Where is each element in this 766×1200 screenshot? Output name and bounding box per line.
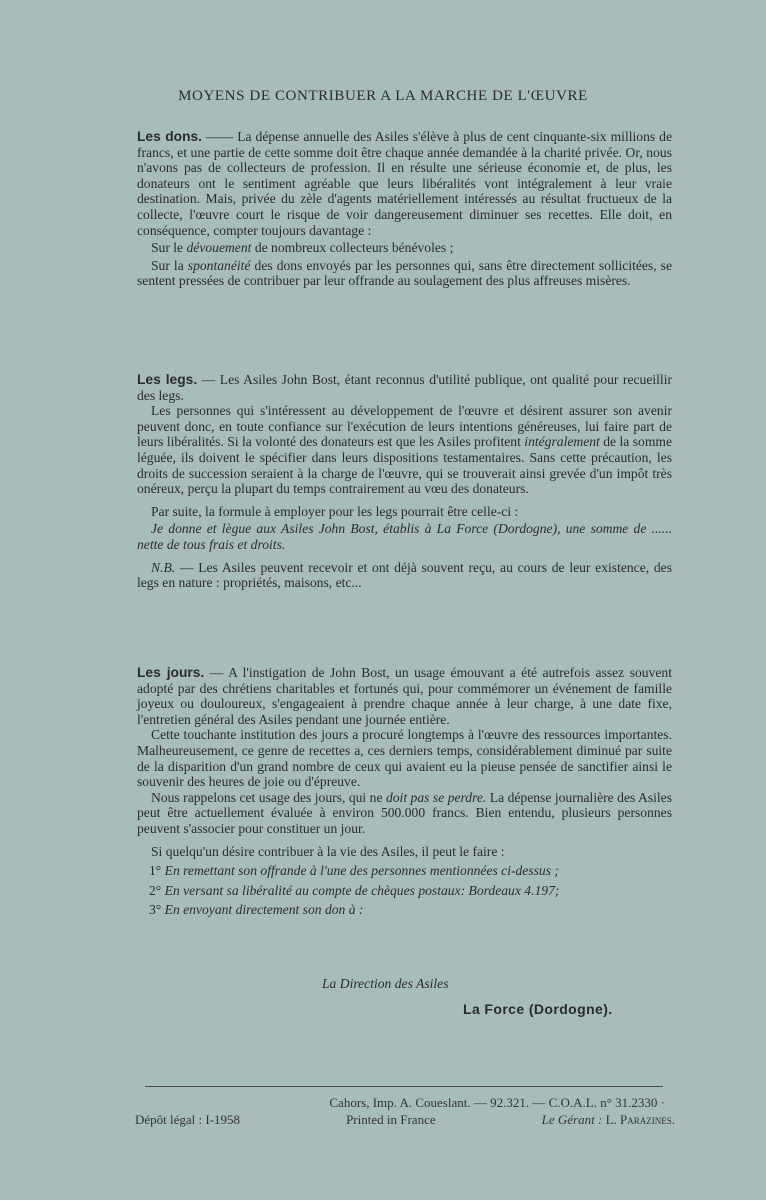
printed-in: Printed in France bbox=[346, 1112, 436, 1127]
emphasis: doit pas se perdre. bbox=[385, 789, 487, 805]
emphasis: spontanéité bbox=[187, 257, 251, 273]
spacer bbox=[137, 837, 672, 844]
text: Sur le bbox=[151, 240, 187, 256]
text: des dons envoyés par les personnes qui, sans être directement sollicitées, se sentent pressées de contribuer par leur offrande au soulagement des plus affreuses misères. bbox=[137, 257, 672, 289]
section-heading-jours: Les jours. bbox=[137, 665, 205, 680]
paragraph: Si quelqu'un désire contribuer à la vie des Asiles, il peut le faire : bbox=[151, 843, 505, 859]
list-number: 1° bbox=[149, 863, 162, 879]
list-number: 2° bbox=[149, 882, 162, 898]
list-text: En remettant son offrande à l'une des personnes mentionnées ci-dessus ; bbox=[164, 863, 559, 879]
list-text: En versant sa libéralité au compte de chèques postaux: Bordeaux 4.197; bbox=[164, 882, 560, 898]
emphasis: intégralement bbox=[524, 434, 600, 450]
text: de la somme léguée, ils doivent le spécifier dans leurs dispositions testamentaires. Sans cette précaution, les droits de succession seraient à la charge de l'œuvre, qui se trouverait ainsi grevée d'un impôt très onéreux, perçu la plupart du temps contrairement au vœu des donateurs. bbox=[137, 434, 672, 497]
spacer bbox=[137, 497, 672, 504]
paragraph: — Les Asiles John Bost, étant reconnus d'utilité publique, ont qualité pour recueillir des legs. bbox=[137, 372, 672, 403]
legacy-formula: Je donne et lègue aux Asiles John Bost, établis à La Force (Dordogne), une somme de ...... nette de tous frais et droits. bbox=[137, 521, 672, 552]
list-item bbox=[137, 883, 672, 899]
list-number: 3° bbox=[149, 902, 162, 918]
manager-name: L. Parazines. bbox=[602, 1112, 675, 1127]
text: Nous rappelons cet usage des jours, qui ne bbox=[151, 789, 386, 805]
section-heading-legs: Les legs. bbox=[137, 372, 198, 387]
section-dons bbox=[137, 129, 672, 289]
paragraph: — A l'instigation de John Bost, un usage émouvant a été autrefois assez souvent adopté par des chrétiens charitables et fortunés qui, pour commémorer un événement de famille joyeux ou douloureux, s'engageaient à prendre chaque année à leur charge, à une date fixe, l'entretien général des Asiles pendant une journée entière. bbox=[137, 665, 672, 727]
paragraph: Par suite, la formule à employer pour les legs pourrait être celle-ci : bbox=[151, 503, 519, 519]
section-jours bbox=[137, 665, 672, 922]
text: Sur la bbox=[151, 257, 188, 273]
signature-location: La Force (Dordogne). bbox=[463, 1001, 613, 1017]
list-item bbox=[137, 863, 672, 879]
manager-credit bbox=[542, 1112, 675, 1128]
emphasis: dévouement bbox=[186, 240, 252, 256]
footer-divider bbox=[145, 1086, 663, 1087]
section-legs bbox=[137, 372, 672, 591]
text: — Les Asiles peuvent recevoir et ont déjà souvent reçu, au cours de leur existence, des legs en nature : propriétés, maisons, etc... bbox=[137, 559, 672, 591]
paragraph: —— La dépense annuelle des Asiles s'élève à plus de cent cinquante-six millions de francs, et une partie de cette somme doit être chaque année demandée à la charité privée. Or, nous n'avons pas de collecteurs de profession. Il en résulte une sérieuse économie et, de plus, les donateurs ont le sentiment agréable que leurs libéralités vont intégralement à leur vraie destination. Mais, privée du zèle d'agents matériellement intéressés au résultat fructueux de la collecte, l'œuvre court le risque de voir dangereusement diminuer ses recettes. Elle doit, en conséquence, compter toujours davantage : bbox=[137, 129, 672, 238]
text: La dépense journalière des Asiles peut être actuellement évaluée à environ 500.000 francs. Bien entendu, plusieurs personnes peuvent s'associer pour constituer un jour. bbox=[137, 789, 672, 836]
legal-line bbox=[135, 1112, 675, 1128]
signature-direction: La Direction des Asiles bbox=[322, 976, 449, 991]
list-item bbox=[137, 902, 672, 918]
text: de nombreux collecteurs bénévoles ; bbox=[251, 240, 454, 256]
paragraph: Cette touchante institution des jours a procuré longtemps à l'œuvre des ressources importantes. Malheureusement, ce genre de recettes a, ces derniers temps, considérablement diminué par suite de la disparition d'un grand nombre de ceux qui avaient eu la pieuse pensée de sanctifier ainsi le souvenir des heures de joie ou d'épreuve. bbox=[137, 727, 672, 790]
emphasis: Le Gérant : bbox=[541, 1112, 603, 1127]
page-title: MOYENS DE CONTRIBUER A LA MARCHE DE L'ŒUVRE bbox=[178, 88, 588, 104]
contribution-list bbox=[137, 863, 672, 918]
printer-line: Cahors, Imp. A. Coueslant. — 92.321. — C.O.A.L. n° 31.2330 · bbox=[329, 1095, 665, 1110]
legal-deposit: Dépôt légal : I-1958 bbox=[135, 1112, 241, 1127]
emphasis: N.B. bbox=[151, 559, 176, 575]
text: Les personnes qui s'intéressent au développement de l'œuvre et désirent assurer son avenir peuvent donc, en toute confiance sur l'exécution de leurs intentions généreuses, lui faire part de leurs libéralités. Si la volonté des donateurs est que les Asiles profitent bbox=[137, 403, 672, 450]
section-heading-dons: Les dons. bbox=[137, 129, 203, 144]
list-text: En envoyant directement son don à : bbox=[164, 902, 364, 918]
spacer bbox=[137, 553, 672, 560]
